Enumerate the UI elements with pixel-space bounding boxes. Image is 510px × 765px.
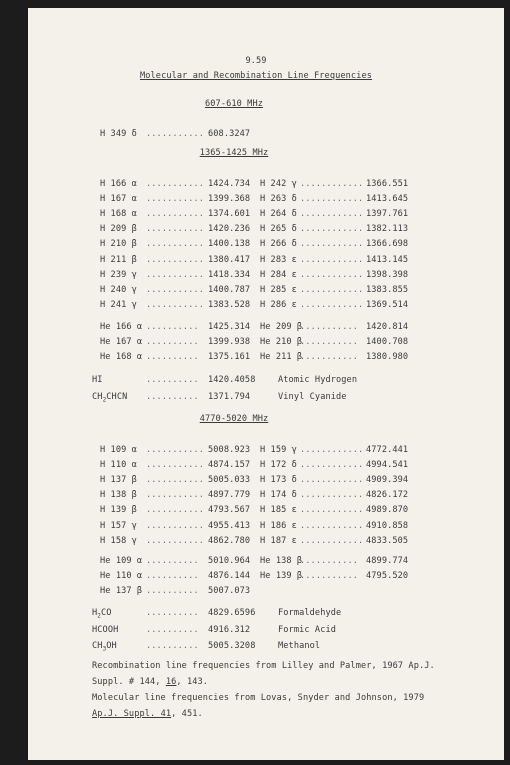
molecule-frequency: 4829.6596	[208, 608, 256, 618]
line-designation: He 209 β	[260, 322, 303, 332]
dot-leader: ............	[300, 475, 364, 486]
line-designation: H 263 δ	[260, 194, 297, 205]
reference-line: Recombination line frequencies from Lilley and Palmer, 1967 Ap.J.	[92, 661, 435, 671]
line-frequency: 4793.567	[208, 505, 251, 516]
line-frequency: 1366.698	[366, 239, 409, 250]
line-frequency: 5008.923	[208, 445, 251, 455]
dot-leader: ...........	[146, 505, 205, 516]
line-frequency: 1418.334	[208, 269, 251, 280]
page-number: 9.59	[245, 56, 267, 66]
line-designation: H 210 β	[100, 239, 137, 250]
dot-leader: ...........	[146, 269, 205, 280]
molecule-formula: HI	[92, 375, 103, 385]
dot-leader: ...........	[300, 322, 359, 332]
line-frequency: 1399.938	[208, 337, 251, 348]
line-designation: H 166 α	[100, 179, 137, 189]
reference-line: Molecular line frequencies from Lovas, Snyder and Johnson, 1979	[92, 693, 425, 703]
dot-leader: ............	[300, 224, 364, 235]
dot-leader: ............	[300, 535, 364, 546]
dot-leader: ............	[300, 284, 364, 295]
line-frequency: 1420.814	[366, 322, 409, 332]
dot-leader: ............	[300, 460, 364, 471]
line-designation: He 137 β	[100, 586, 143, 597]
line-designation: H 211 β	[100, 254, 137, 265]
line-designation: H 168 α	[100, 209, 137, 220]
dot-leader: ...........	[146, 490, 205, 501]
line-frequency: 4899.774	[366, 556, 409, 566]
dot-leader: ...........	[146, 224, 205, 235]
dot-leader: ............	[300, 490, 364, 501]
molecule-formula: $H_2CO$	[92, 608, 112, 620]
page-title: Molecular and Recombination Line Frequencies	[139, 71, 373, 81]
dot-leader: ............	[300, 194, 364, 205]
line-frequency: 1399.368	[208, 194, 251, 205]
line-frequency: 5010.964	[208, 556, 251, 566]
line-designation: H 157 γ	[100, 520, 137, 531]
line-designation: H 209 β	[100, 224, 137, 235]
document-page	[28, 8, 504, 760]
dot-leader: ...........	[146, 284, 205, 295]
line-frequency: 1382.113	[366, 224, 409, 235]
dot-leader: ...........	[146, 209, 205, 220]
line-designation: H 110 α	[100, 460, 137, 471]
line-frequency: 4795.520	[366, 571, 409, 582]
line-frequency: 1425.314	[208, 322, 251, 332]
line-frequency: 4909.394	[366, 475, 409, 486]
reference-line: Suppl. # 144, 16, 143.	[92, 677, 209, 687]
dot-leader: ...........	[146, 520, 205, 531]
line-designation: He 168 α	[100, 352, 143, 363]
dot-leader: ...........	[146, 299, 205, 310]
dot-leader: ...........	[300, 571, 359, 582]
line-frequency: 4989.870	[366, 505, 409, 516]
section-heading: 607-610 MHz	[204, 99, 264, 109]
dot-leader: ..........	[146, 641, 199, 651]
line-designation: He 210 β	[260, 337, 303, 348]
molecule-frequency: 5005.3208	[208, 641, 256, 651]
line-frequency: 1424.734	[208, 179, 251, 189]
line-designation: H 167 α	[100, 194, 137, 205]
line-designation: H 187 ε	[260, 535, 297, 546]
line-frequency: 1374.601	[208, 209, 251, 220]
line-frequency: 4874.157	[208, 460, 251, 471]
line-designation: H 265 δ	[260, 224, 297, 235]
dot-leader: ..........	[146, 586, 199, 597]
line-designation: H 109 α	[100, 445, 137, 455]
molecule-description: Formaldehyde	[278, 608, 342, 618]
line-frequency: 1397.761	[366, 209, 409, 220]
dot-leader: ..........	[146, 571, 199, 582]
line-frequency: 1398.398	[366, 269, 409, 280]
dot-leader: ...........	[146, 460, 205, 471]
line-designation: H 349 δ	[100, 129, 137, 139]
dot-leader: ...........	[146, 475, 205, 486]
line-designation: He 139 β	[260, 571, 303, 582]
dot-leader: ..........	[146, 556, 199, 566]
dot-leader: ............	[300, 445, 364, 455]
line-designation: He 138 β	[260, 556, 303, 566]
molecule-description: Vinyl Cyanide	[278, 391, 347, 402]
molecule-formula: HCOOH	[92, 624, 119, 635]
line-frequency: 4910.858	[366, 520, 409, 531]
line-frequency: 4862.780	[208, 535, 251, 546]
line-frequency: 5005.033	[208, 475, 251, 486]
line-frequency: 1369.514	[366, 299, 409, 310]
line-designation: H 239 γ	[100, 269, 137, 280]
line-designation: H 283 ε	[260, 254, 297, 265]
line-designation: H 138 β	[100, 490, 137, 501]
dot-leader: ...........	[146, 179, 205, 189]
dot-leader: ............	[300, 520, 364, 531]
line-designation: H 173 δ	[260, 475, 297, 486]
molecule-formula: $CH_2CHCN$	[92, 391, 128, 404]
dot-leader: ............	[300, 239, 364, 250]
molecule-formula: $CH_3OH$	[92, 641, 117, 653]
dot-leader: ............	[300, 269, 364, 280]
line-designation: H 266 δ	[260, 239, 297, 250]
line-frequency: 4833.505	[366, 535, 409, 546]
molecule-frequency: 4916.312	[208, 624, 251, 635]
line-designation: H 286 ε	[260, 299, 297, 310]
line-designation: H 242 γ	[260, 179, 297, 189]
dot-leader: ...........	[146, 445, 205, 455]
line-frequency: 4772.441	[366, 445, 409, 455]
dot-leader: ...........	[300, 337, 359, 348]
reference-line: Ap.J. Suppl. 41, 451.	[92, 709, 203, 719]
line-frequency: 1413.645	[366, 194, 409, 205]
dot-leader: ..........	[146, 624, 199, 635]
dot-leader: ..........	[146, 391, 199, 402]
dot-leader: ............	[300, 254, 364, 265]
dot-leader: ...........	[146, 239, 205, 250]
line-frequency: 4994.541	[366, 460, 409, 471]
line-designation: H 240 γ	[100, 284, 137, 295]
dot-leader: ............	[300, 179, 364, 189]
line-designation: H 159 γ	[260, 445, 297, 455]
line-designation: H 185 ε	[260, 505, 297, 516]
line-frequency: 4826.172	[366, 490, 409, 501]
molecule-description: Atomic Hydrogen	[278, 375, 358, 385]
line-designation: He 166 α	[100, 322, 143, 332]
line-frequency: 1400.787	[208, 284, 251, 295]
dot-leader: ............	[300, 209, 364, 220]
dot-leader: ...........	[300, 352, 359, 363]
dot-leader: ..........	[146, 352, 199, 363]
dot-leader: ..........	[146, 322, 199, 332]
line-frequency: 4897.779	[208, 490, 251, 501]
line-designation: He 167 α	[100, 337, 143, 348]
dot-leader: ...........	[300, 556, 359, 566]
line-designation: H 264 δ	[260, 209, 297, 220]
line-designation: He 211 β	[260, 352, 303, 363]
dot-leader: ............	[300, 299, 364, 310]
line-designation: H 174 δ	[260, 490, 297, 501]
dot-leader: ...........	[146, 194, 205, 205]
dot-leader: ...........	[146, 129, 205, 139]
line-designation: H 284 ε	[260, 269, 297, 280]
line-frequency: 608.3247	[208, 129, 251, 139]
line-designation: H 158 γ	[100, 535, 137, 546]
line-frequency: 4876.144	[208, 571, 251, 582]
line-frequency: 1375.161	[208, 352, 251, 363]
line-frequency: 5007.073	[208, 586, 251, 597]
line-designation: H 137 β	[100, 475, 137, 486]
dot-leader: ...........	[146, 535, 205, 546]
line-designation: He 110 α	[100, 571, 143, 582]
line-frequency: 1380.980	[366, 352, 409, 363]
line-frequency: 1383.855	[366, 284, 409, 295]
line-designation: H 285 ε	[260, 284, 297, 295]
molecule-description: Formic Acid	[278, 624, 337, 635]
line-frequency: 1400.708	[366, 337, 409, 348]
section-heading: 4770-5020 MHz	[199, 414, 269, 424]
line-frequency: 1383.528	[208, 299, 251, 310]
dot-leader: ...........	[146, 254, 205, 265]
line-designation: H 241 γ	[100, 299, 137, 310]
line-frequency: 1380.417	[208, 254, 251, 265]
molecule-frequency: 1371.794	[208, 391, 251, 402]
dot-leader: ............	[300, 505, 364, 516]
dot-leader: ..........	[146, 337, 199, 348]
line-frequency: 1366.551	[366, 179, 409, 189]
line-designation: H 139 β	[100, 505, 137, 516]
section-heading: 1365-1425 MHz	[199, 148, 269, 158]
line-designation: H 186 ε	[260, 520, 297, 531]
dot-leader: ..........	[146, 608, 199, 618]
line-frequency: 1420.236	[208, 224, 251, 235]
line-frequency: 4955.413	[208, 520, 251, 531]
line-designation: He 109 α	[100, 556, 143, 566]
dot-leader: ..........	[146, 375, 199, 385]
line-frequency: 1400.138	[208, 239, 251, 250]
line-frequency: 1413.145	[366, 254, 409, 265]
line-designation: H 172 δ	[260, 460, 297, 471]
molecule-frequency: 1420.4058	[208, 375, 256, 385]
molecule-description: Methanol	[278, 641, 321, 651]
